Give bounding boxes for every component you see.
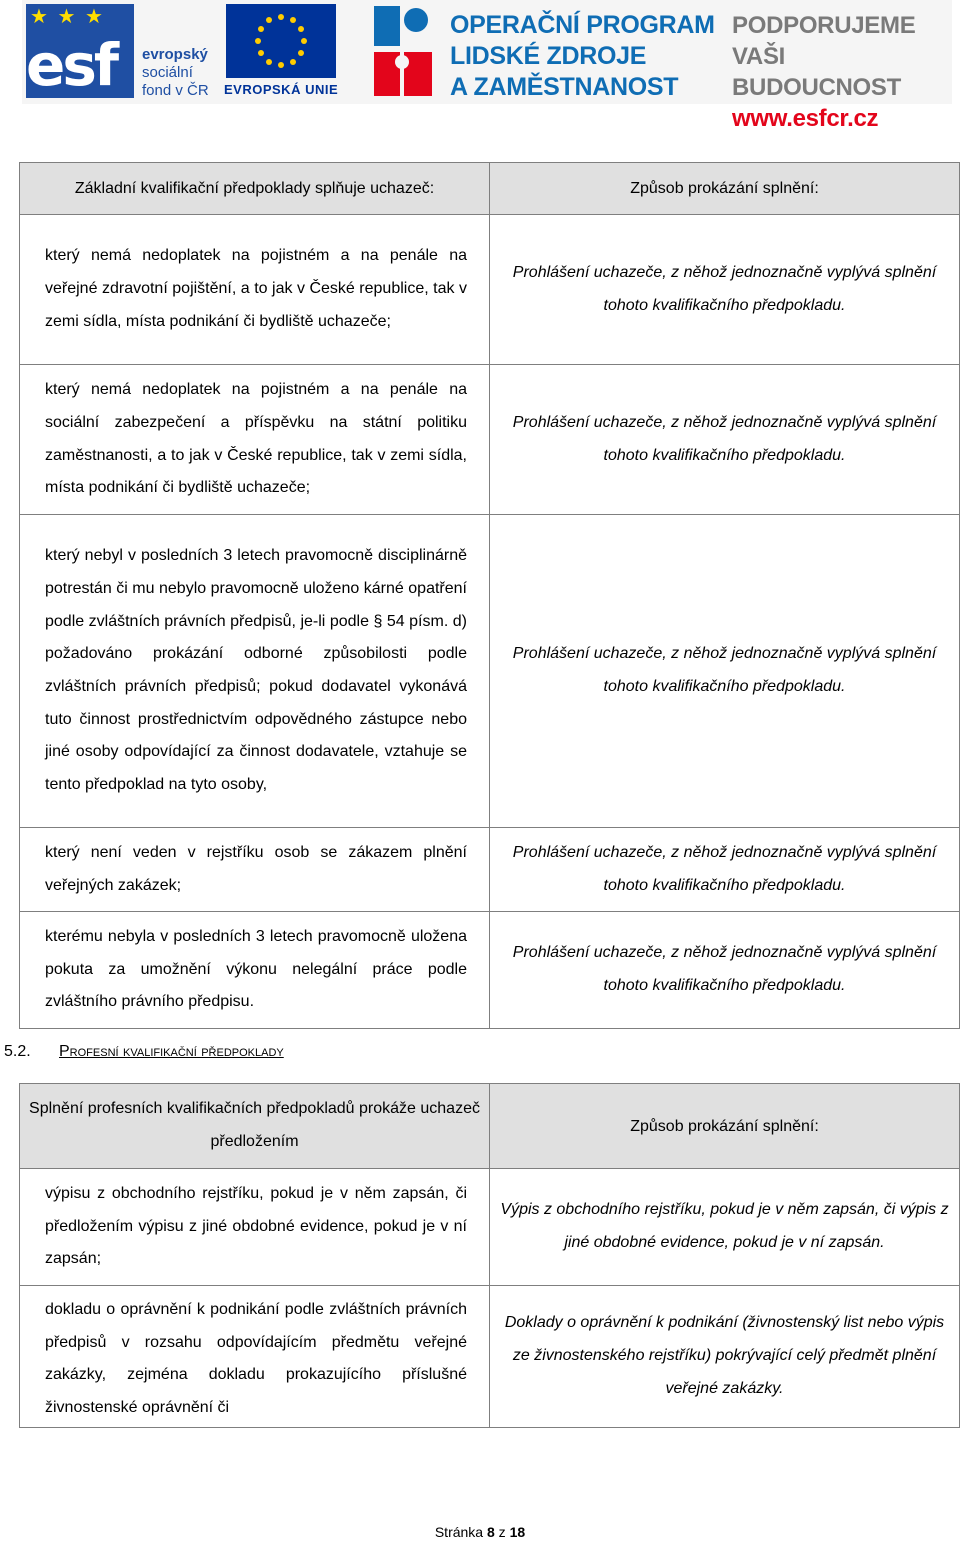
- esf-website-link[interactable]: www.esfcr.cz: [732, 105, 879, 132]
- eu-stars-icon: [226, 4, 336, 78]
- total-page-count: 18: [509, 1524, 526, 1540]
- section-title: Profesní kvalifikační předpoklady: [59, 1043, 284, 1060]
- requirement-text: který nebyl v posledních 3 letech pravomocně disciplinárně potrestán či mu nebylo pravomocně uloženo kárné opatření podle zvláštních právních předpisů, je-li podle § 54 písm. d) požadováno prokázání odborné způsobilosti podle zvláštních právních předpisů; pokud dodavatel vykonává tuto činnost prostřednictvím odpovědného zástupce nebo jiné osoby odpovídající za činnost dodavatele, vztahuje se tento předpoklad na tyto osoby,: [45, 547, 467, 794]
- esf-stars-icon: ★ ★ ★: [30, 6, 105, 28]
- esf-text-line2: sociální: [142, 64, 193, 81]
- op-line2: LIDSKÉ ZDROJE: [450, 42, 647, 70]
- table-header-left: Splnění profesních kvalifikačních předpokladů prokáže uchazeč předložením: [20, 1084, 490, 1169]
- requirement-text: který nemá nedoplatek na pojistném a na penále na veřejné zdravotní pojištění, a to jak v České republice, tak v zemi sídla, místa podnikání či bydliště uchazeče;: [45, 247, 467, 330]
- table-header-row: [20, 1084, 960, 1169]
- slogan-line2: VAŠI BUDOUCNOST: [732, 43, 901, 101]
- table-header-right: Způsob prokázání splnění:: [490, 163, 960, 215]
- esf-logo: [26, 4, 134, 98]
- op-puzzle-icon: [372, 2, 434, 98]
- proof-text: Doklady o oprávnění k podnikání (živnostenský list nebo výpis ze živnostenského rejstříku) pokrývající celý předmět plnění veřejné zakázky.: [504, 1314, 945, 1397]
- op-line1: OPERAČNÍ PROGRAM: [450, 11, 715, 39]
- proof-text: Prohlášení uchazeče, z něhož jednoznačně vyplývá splnění tohoto kvalifikačního předpokladu.: [512, 944, 937, 994]
- footer-prefix: Stránka: [434, 1524, 484, 1540]
- requirement-text: kterému nebyla v posledních 3 letech pravomocně uložena pokuta za umožnění výkonu nelegální práce podle zvláštního právního předpisu.: [45, 927, 467, 1011]
- requirement-text: který není veden v rejstříku osob se zákazem plnění veřejných zakázek;: [45, 843, 467, 894]
- op-logo-text: [450, 10, 715, 103]
- proof-text: Výpis z obchodního rejstříku, pokud je v něm zapsán, či výpis z jiné obdobné evidence, pokud je v ní zapsán.: [500, 1201, 949, 1251]
- table-row: [20, 912, 960, 1029]
- table-row: [20, 215, 960, 365]
- esf-text-line3: fond v ČR: [142, 82, 209, 99]
- esf-logo-text: [142, 46, 209, 100]
- logo-header: [22, 0, 952, 132]
- requirement-text: který nemá nedoplatek na pojistném a na penále na sociální zabezpečení a příspěvku na státní politiku zaměstnanosti, a to jak v České republice, tak v zemi sídla, místa podnikání či bydliště uchazeče;: [45, 381, 467, 497]
- proof-text: Prohlášení uchazeče, z něhož jednoznačně vyplývá splnění tohoto kvalifikačního předpokladu.: [512, 645, 937, 695]
- table-row: [20, 1286, 960, 1428]
- esf-logo-letters: esf: [26, 31, 117, 99]
- basic-qualification-table: [19, 162, 960, 1029]
- proof-text: Prohlášení uchazeče, z něhož jednoznačně vyplývá splnění tohoto kvalifikačního předpokladu.: [512, 843, 937, 894]
- table-header-right: Způsob prokázání splnění:: [490, 1084, 960, 1169]
- professional-qualification-table: [19, 1083, 960, 1428]
- section-number: 5.2.: [4, 1043, 31, 1060]
- op-line3: A ZAMĚSTNANOST: [450, 73, 679, 101]
- section-heading: [4, 1043, 284, 1061]
- slogan-line1: PODPORUJEME: [732, 12, 916, 39]
- eu-flag-icon: [226, 4, 336, 78]
- current-page-number: 8: [486, 1524, 495, 1540]
- proof-text: Prohlášení uchazeče, z něhož jednoznačně vyplývá splnění tohoto kvalifikačního předpokladu.: [512, 263, 937, 314]
- requirement-text: výpisu z obchodního rejstříku, pokud je v něm zapsán, či předložením výpisu z jiné obdobné evidence, pokud je v ní zapsán;: [45, 1184, 467, 1268]
- table-row: [20, 1169, 960, 1286]
- footer-separator: z: [498, 1524, 506, 1540]
- esf-text-line1: evropský: [142, 46, 208, 63]
- table-row: [20, 515, 960, 828]
- eu-logo-text: EVROPSKÁ UNIE: [224, 82, 339, 97]
- proof-text: Prohlášení uchazeče, z něhož jednoznačně vyplývá splnění tohoto kvalifikačního předpokladu.: [512, 413, 937, 464]
- table-row: [20, 365, 960, 515]
- table-row: [20, 828, 960, 912]
- page-footer: [0, 1524, 960, 1540]
- table-header-row: [20, 163, 960, 215]
- table-header-left: Základní kvalifikační předpoklady splňuje uchazeč:: [20, 163, 490, 215]
- requirement-text: dokladu o oprávnění k podnikání podle zvláštních právních předpisů v rozsahu odpovídajícím předmětu veřejné zakázky, zejména dokladu prokazujícího příslušné živnostenské oprávnění či: [45, 1301, 467, 1417]
- support-slogan: [732, 10, 952, 134]
